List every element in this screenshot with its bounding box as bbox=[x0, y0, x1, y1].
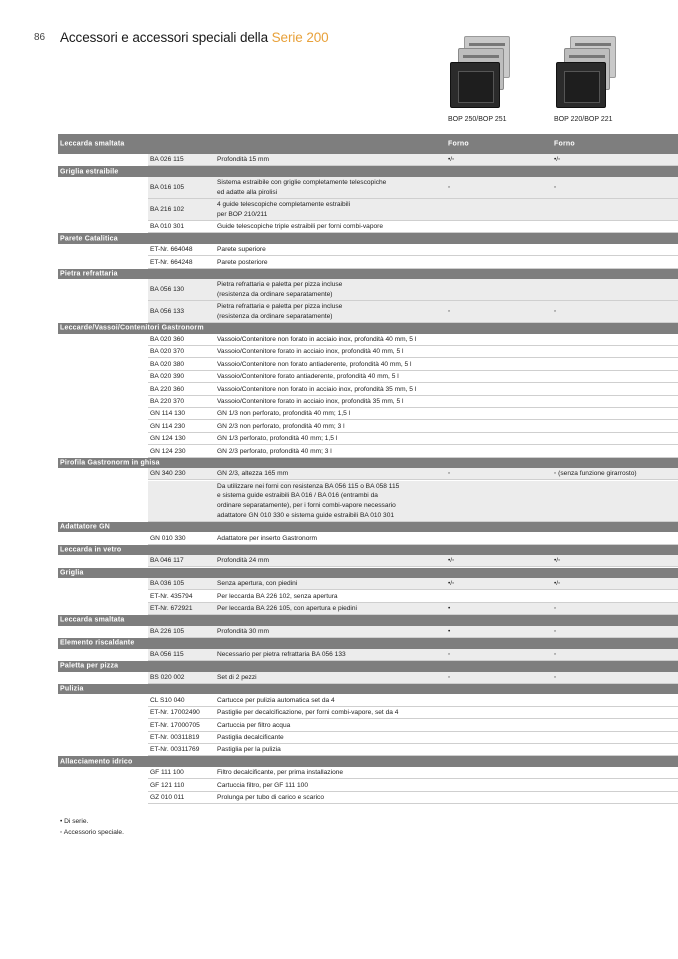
description-line: Profondità 15 mm bbox=[217, 156, 270, 164]
article-code: GN 114 230 bbox=[150, 422, 186, 430]
description-line: Vassoio/Contenitore non forato in acciaio inox, profondità 35 mm, 5 l bbox=[217, 385, 417, 393]
description-line: Per leccarda BA 226 102, senza apertura bbox=[217, 592, 338, 600]
article-code: BA 056 115 bbox=[150, 650, 184, 658]
table-row bbox=[148, 301, 678, 323]
article-code: BA 056 133 bbox=[150, 308, 185, 316]
description-line: Profondità 30 mm bbox=[217, 628, 270, 636]
article-description bbox=[217, 434, 439, 444]
availability-bop-250: ◦ bbox=[448, 650, 451, 658]
availability-bop-250: ◦ bbox=[448, 470, 451, 478]
article-description bbox=[217, 347, 439, 357]
description-line: Vassoio/Contenitore non forato antiaderente, profondità 40 mm, 5 l bbox=[217, 360, 412, 368]
legend-item: ◦ Accessorio speciale. bbox=[60, 829, 124, 837]
article-description bbox=[217, 385, 439, 395]
description-line: Senza apertura, con piedini bbox=[217, 580, 298, 588]
table-row bbox=[148, 532, 678, 544]
description-line: Per leccarda BA 226 105, con apertura e piedini bbox=[217, 605, 358, 613]
availability-bop-220: ◦ bbox=[554, 650, 557, 658]
description-line: GN 1/3 non perforato, profondità 40 mm; 1,5 l bbox=[217, 410, 351, 418]
article-code: GN 124 230 bbox=[150, 447, 186, 455]
article-code: ET-Nr. 00311769 bbox=[150, 746, 200, 754]
section-header bbox=[58, 323, 678, 334]
description-line: per BOP 210/211 bbox=[217, 210, 268, 218]
description-line: Set di 2 pezzi bbox=[217, 673, 257, 681]
description-line: Pietra refrattaria e paletta per pizza incluse bbox=[217, 281, 343, 289]
description-line: Parete superiore bbox=[217, 246, 266, 254]
table-row bbox=[148, 445, 678, 457]
section-header bbox=[58, 545, 678, 556]
title-main: Accessori e accessori speciali della bbox=[60, 30, 272, 45]
description-line: Vassoio/Contenitore forato antiaderente, profondità 40 mm, 5 l bbox=[217, 373, 399, 381]
article-description bbox=[217, 592, 439, 602]
article-code: BA 020 360 bbox=[150, 335, 185, 343]
article-description bbox=[217, 155, 439, 165]
table-row bbox=[148, 358, 678, 370]
description-line: Pietra refrattaria e paletta per pizza incluse bbox=[217, 303, 343, 311]
article-code: BA 056 130 bbox=[150, 286, 185, 294]
availability-bop-220: •/◦ bbox=[554, 156, 561, 164]
article-description bbox=[217, 579, 439, 589]
table-row bbox=[148, 649, 678, 661]
article-code: ET-Nr. 435794 bbox=[150, 592, 193, 600]
table-row bbox=[148, 383, 678, 395]
table-row bbox=[148, 719, 678, 731]
section-header bbox=[58, 638, 678, 649]
article-description bbox=[217, 556, 439, 566]
description-line: GN 2/3, altezza 165 mm bbox=[217, 470, 289, 478]
table-row bbox=[148, 590, 678, 602]
section-title: Pietra refrattaria bbox=[60, 270, 118, 278]
section-header bbox=[58, 269, 678, 280]
availability-bop-220: ◦ (senza funzione girarrosto) bbox=[554, 470, 637, 478]
description-line: Vassoio/Contenitore forato in acciaio inox, profondità 35 mm, 5 l bbox=[217, 397, 404, 405]
article-description bbox=[217, 721, 439, 731]
section-header bbox=[58, 166, 678, 177]
article-code: BA 220 360 bbox=[150, 385, 185, 393]
article-code: BA 020 390 bbox=[150, 373, 185, 381]
table-row bbox=[148, 244, 678, 256]
table-row bbox=[148, 779, 678, 791]
article-description bbox=[217, 397, 439, 407]
article-code: GF 111 100 bbox=[150, 769, 184, 777]
article-description bbox=[217, 245, 439, 255]
article-code: GZ 010 011 bbox=[150, 794, 185, 802]
availability-bop-250: • bbox=[448, 628, 451, 636]
table-row bbox=[148, 177, 678, 199]
article-description bbox=[217, 534, 439, 544]
section-title: Parete Catalitica bbox=[60, 235, 118, 243]
section-header bbox=[58, 233, 678, 244]
page-number: 86 bbox=[34, 32, 46, 43]
section-header bbox=[58, 134, 678, 154]
article-description bbox=[217, 627, 439, 637]
availability-bop-220: ◦ bbox=[554, 628, 557, 636]
table-row bbox=[148, 334, 678, 346]
description-line: e sistema guide estraibili BA 016 / BA 016 (entrambi da bbox=[217, 492, 378, 500]
availability-bop-250: •/◦ bbox=[448, 580, 455, 588]
table-row bbox=[148, 468, 678, 480]
availability-bop-220: ◦ bbox=[554, 605, 557, 613]
article-code: BA 216 102 bbox=[150, 206, 185, 214]
column-header-forno: Forno bbox=[448, 140, 469, 148]
product-image-bop-220 bbox=[552, 36, 642, 114]
article-code: GF 121 110 bbox=[150, 781, 185, 789]
table-row bbox=[148, 346, 678, 358]
description-line: Necessario per pietra refrattaria BA 056 133 bbox=[217, 650, 346, 658]
product-image-bop-250 bbox=[446, 36, 536, 114]
article-code: BA 020 370 bbox=[150, 348, 185, 356]
description-line: GN 2/3 non perforato, profondità 40 mm; 3 l bbox=[217, 422, 345, 430]
article-description bbox=[217, 335, 439, 345]
availability-bop-220: •/◦ bbox=[554, 580, 561, 588]
description-line: Da utilizzare nei forni con resistenza BA 056 115 o BA 058 115 bbox=[217, 482, 400, 490]
section-header bbox=[58, 522, 678, 533]
article-description bbox=[217, 768, 439, 778]
table-row bbox=[148, 433, 678, 445]
description-line: Pastiglia decalcificante bbox=[217, 733, 284, 741]
table-row bbox=[148, 256, 678, 268]
description-line: Prolunga per tubo di carico e scarico bbox=[217, 794, 325, 802]
table-row bbox=[148, 371, 678, 383]
section-title: Griglia estraibile bbox=[60, 168, 119, 176]
article-code: ET-Nr. 664248 bbox=[150, 258, 193, 266]
description-line: Cartuccia per filtro acqua bbox=[217, 721, 291, 729]
section-title: Adattatore GN bbox=[60, 523, 111, 531]
description-line: GN 1/3 perforato, profondità 40 mm; 1,5 l bbox=[217, 435, 338, 443]
description-line: ordinare separatamente), per i forni combi-vapore necessario bbox=[217, 502, 396, 510]
section-header bbox=[58, 458, 678, 469]
description-line: Pastiglie per decalcificazione, per forni combi-vapore, set da 4 bbox=[217, 709, 399, 717]
description-line: adattatore GN 010 330 e sistema guide estraibili BA 010 301 bbox=[217, 511, 395, 519]
article-description bbox=[217, 409, 439, 419]
title-accent: Serie 200 bbox=[271, 30, 329, 45]
description-line: Sistema estraibile con griglie completamente telescopiche bbox=[217, 179, 387, 187]
description-line: Profondità 24 mm bbox=[217, 557, 270, 565]
table-row bbox=[148, 744, 678, 756]
oven-icon bbox=[556, 62, 606, 108]
description-line: Cartuccia filtro, per GF 111 100 bbox=[217, 781, 309, 789]
article-description bbox=[217, 372, 439, 382]
availability-bop-220: ◦ bbox=[554, 673, 557, 681]
table-row bbox=[148, 408, 678, 420]
section-header bbox=[58, 568, 678, 579]
article-code: BA 010 301 bbox=[150, 223, 185, 231]
article-description bbox=[217, 360, 439, 370]
description-line: 4 guide telescopiche completamente estraibili bbox=[217, 201, 351, 209]
article-description bbox=[217, 781, 439, 791]
article-code: ET-Nr. 17000705 bbox=[150, 721, 200, 729]
availability-bop-250: ◦ bbox=[448, 308, 451, 316]
article-code: ET-Nr. 17002490 bbox=[150, 709, 200, 717]
article-description bbox=[217, 793, 439, 803]
table-row bbox=[148, 694, 678, 706]
article-code: BS 020 002 bbox=[150, 673, 185, 681]
article-description bbox=[217, 280, 439, 299]
article-code: CL S10 040 bbox=[150, 696, 185, 704]
article-description bbox=[217, 302, 439, 321]
article-code: ET-Nr. 664048 bbox=[150, 246, 193, 254]
section-title: Allacciamento idrico bbox=[60, 758, 133, 766]
table-row bbox=[148, 279, 678, 301]
table-row bbox=[148, 221, 678, 233]
description-line: Cartucce per pulizia automatica set da 4 bbox=[217, 696, 335, 704]
section-header bbox=[58, 615, 678, 626]
article-code: BA 026 115 bbox=[150, 156, 184, 164]
column-header-forno: Forno bbox=[554, 140, 575, 148]
article-code: BA 020 380 bbox=[150, 360, 185, 368]
article-description bbox=[217, 650, 439, 660]
article-description bbox=[217, 469, 439, 479]
table-row bbox=[148, 732, 678, 744]
section-header bbox=[58, 756, 678, 767]
article-description bbox=[217, 178, 439, 197]
article-code: ET-Nr. 00311819 bbox=[150, 733, 200, 741]
table-row bbox=[148, 396, 678, 408]
article-code: BA 016 105 bbox=[150, 184, 185, 192]
article-description bbox=[217, 482, 439, 520]
article-code: GN 010 330 bbox=[150, 534, 186, 542]
table-row bbox=[148, 707, 678, 719]
section-title: Leccarde/Vassoi/Contenitori Gastronorm bbox=[60, 324, 204, 332]
description-line: (resistenza da ordinare separatamente) bbox=[217, 313, 333, 321]
article-code: GN 114 130 bbox=[150, 410, 186, 418]
product-label-2: BOP 220/BOP 221 bbox=[554, 116, 613, 123]
availability-bop-250: ◦ bbox=[448, 673, 451, 681]
section-title: Pirofila Gastronorm in ghisa bbox=[60, 459, 160, 467]
description-line: Filtro decalcificante, per prima installazione bbox=[217, 769, 344, 777]
legend-item: • Di serie. bbox=[60, 818, 89, 826]
article-description bbox=[217, 604, 439, 614]
section-title: Elemento riscaldante bbox=[60, 639, 135, 647]
article-description bbox=[217, 673, 439, 683]
article-description bbox=[217, 200, 439, 219]
description-line: Guide telescopiche triple estraibili per forni combi-vapore bbox=[217, 223, 384, 231]
availability-bop-250: •/◦ bbox=[448, 557, 455, 565]
availability-bop-250: •/◦ bbox=[448, 156, 455, 164]
section-title: Paletta per pizza bbox=[60, 662, 119, 670]
section-title: Pulizia bbox=[60, 685, 84, 693]
description-line: Vassoio/Contenitore non forato in acciaio inox, profondità 40 mm, 5 l bbox=[217, 335, 417, 343]
availability-bop-250: ◦ bbox=[448, 184, 451, 192]
section-title: Leccarda smaltata bbox=[60, 616, 125, 624]
section-header bbox=[58, 684, 678, 695]
product-label-1: BOP 250/BOP 251 bbox=[448, 116, 507, 123]
article-code: ET-Nr. 672921 bbox=[150, 605, 193, 613]
table-row bbox=[148, 767, 678, 779]
availability-bop-220: ◦ bbox=[554, 184, 557, 192]
oven-icon bbox=[450, 62, 500, 108]
section-title: Leccarda smaltata bbox=[60, 140, 125, 148]
article-code: BA 046 117 bbox=[150, 557, 184, 565]
availability-bop-250: • bbox=[448, 605, 451, 613]
table-row bbox=[148, 792, 678, 804]
section-title: Leccarda in vetro bbox=[60, 546, 122, 554]
article-description bbox=[217, 733, 439, 743]
article-code: GN 340 230 bbox=[150, 470, 186, 478]
description-line: Vassoio/Contenitore forato in acciaio inox, profondità 40 mm, 5 l bbox=[217, 348, 404, 356]
description-line: Parete posteriore bbox=[217, 258, 268, 266]
article-code: BA 226 105 bbox=[150, 628, 185, 636]
article-code: BA 220 370 bbox=[150, 397, 185, 405]
article-description bbox=[217, 222, 439, 232]
table-row bbox=[148, 626, 678, 638]
description-line: Adattatore per inserto Gastronorm bbox=[217, 534, 318, 542]
article-description bbox=[217, 745, 439, 755]
table-row bbox=[148, 154, 678, 166]
article-code: GN 124 130 bbox=[150, 435, 186, 443]
table-row bbox=[148, 578, 678, 590]
availability-bop-220: •/◦ bbox=[554, 557, 561, 565]
table-row bbox=[148, 672, 678, 684]
availability-bop-220: ◦ bbox=[554, 308, 557, 316]
article-description bbox=[217, 708, 439, 718]
table-row bbox=[148, 603, 678, 615]
article-description bbox=[217, 422, 439, 432]
table-row bbox=[148, 199, 678, 221]
table-row bbox=[148, 481, 678, 522]
description-line: (resistenza da ordinare separatamente) bbox=[217, 291, 333, 299]
article-description bbox=[217, 258, 439, 268]
table-row bbox=[148, 555, 678, 567]
table-row bbox=[148, 420, 678, 432]
description-line: GN 2/3 perforato, profondità 40 mm; 3 l bbox=[217, 447, 332, 455]
article-description bbox=[217, 447, 439, 457]
section-header bbox=[58, 661, 678, 672]
section-title: Griglia bbox=[60, 569, 84, 577]
description-line: ed adatte alla pirolisi bbox=[217, 188, 278, 196]
page-title bbox=[60, 30, 329, 45]
description-line: Pastiglia per la pulizia bbox=[217, 746, 281, 754]
article-code: BA 036 105 bbox=[150, 580, 185, 588]
article-description bbox=[217, 696, 439, 706]
